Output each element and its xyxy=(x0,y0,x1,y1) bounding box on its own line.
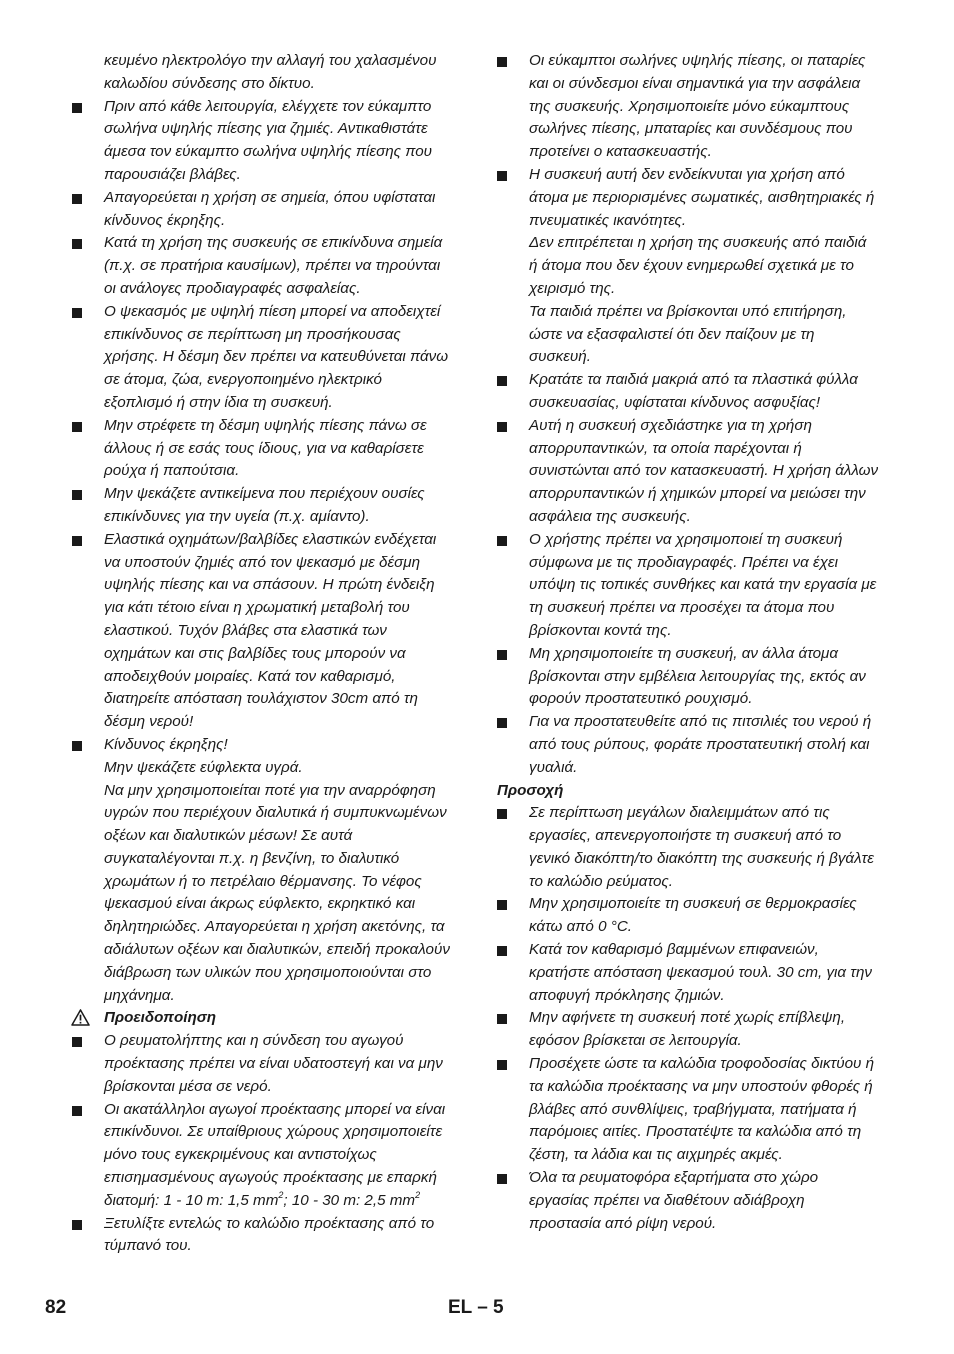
paragraph-text: Πριν από κάθε λειτουργία, ελέγχετε τον εύκαμπτο σωλήνα υψηλής πίεσης για ζημιές. Αντικαθιστάτε άμεσα τον εύκαμπτο σωλήνα υψηλής πίεσης που παρουσιάζει βλάβες. xyxy=(104,97,433,183)
square-bullet-icon xyxy=(72,490,82,500)
paragraph-text: Ο ψεκασμός με υψηλή πίεση μπορεί να αποδειχτεί επικίνδυνος σε περίπτωση μη προσήκουσας χρήσης. Η δέσμη δεν πρέπει να κατευθύνεται πάνω σε άτομα, ζώα, ενεργοποιημένο ηλεκτρικό εξοπλισμό ή στην ίδια τη συσκευή. xyxy=(104,302,449,411)
square-bullet-icon xyxy=(497,422,507,432)
paragraph-text: Ελαστικά οχημάτων/βαλβίδες ελαστικών ενδέχεται να υποστούν ζημιές από τον ψεκασμό με δέσμη υψηλής πίεσης και να σπάσουν. Η πρώτη ένδειξη για κάτι τέτοιο είναι η χρωματική μεταβολή του ελαστικού. Τυχόν βλάβες στα ελαστικά των οχημάτων και στις βαλβίδες τους μπορούν να αποδειχθούν μοιραίες. Κατά τον καθαρισμό, διατηρείτε απόσταση τουλάχιστον 30cm από τη δέσμη νερού! xyxy=(104,530,437,731)
bullet-item xyxy=(72,187,454,233)
page-number: 82 xyxy=(45,1297,67,1318)
paragraph-text: Κατά τον καθαρισμό βαμμένων επιφανειών, κρατήστε απόσταση ψεκασμού τουλ. 30 cm, για την αποφυγή πρόκλησης ζημιών. xyxy=(529,941,872,1004)
bullet-item xyxy=(72,483,454,529)
section-label: EL – 5 xyxy=(448,1297,504,1318)
bullet-item xyxy=(497,415,879,529)
right-column xyxy=(497,50,879,1235)
bullet-item xyxy=(497,1053,879,1167)
bullet-item xyxy=(497,802,879,893)
bullet-item xyxy=(497,939,879,1007)
paragraph-text: Μην ψεκάζετε εύφλεκτα υγρά. xyxy=(104,758,303,776)
paragraph-text: Μην στρέφετε τη δέσμη υψηλής πίεσης πάνω σε άλλους ή σε εσάς τους ίδιους, για να καθαρίσετε ρούχα ή παπούτσια. xyxy=(104,416,427,480)
paragraph-text: Δεν επιτρέπεται η χρήση της συσκευής από παιδιά ή άτομα που δεν έχουν ενημερωθεί σχετικά με το χειρισμό της. xyxy=(529,234,867,297)
paragraph-text: Κρατάτε τα παιδιά μακριά από τα πλαστικά φύλλα συσκευασίας, υφίσταται κίνδυνος ασφυξίας! xyxy=(529,371,858,411)
bullet-item xyxy=(72,415,454,483)
square-bullet-icon xyxy=(497,946,507,956)
square-bullet-icon xyxy=(72,536,82,546)
paragraph-text: Αυτή η συσκευή σχεδιάστηκε για τη χρήση απορρυπαντικών, τα οποία παρέχονται ή συνιστώνται από τον κατασκευαστή. Η χρήση άλλων απορρυπαντικών ή χημικών μπορεί να μειώσει την ασφάλεια της συσκευής. xyxy=(529,416,879,525)
paragraph-text: Προειδοποίηση xyxy=(104,1009,217,1027)
square-bullet-icon xyxy=(72,1106,82,1116)
square-bullet-icon xyxy=(497,809,507,819)
paragraph-text: Να μην χρησιμοποιείται ποτέ για την αναρρόφηση υγρών που περιέχουν διαλυτικά ή συμπυκνωμένων οξέων και διαλυτικών μέσων! Σε αυτά συγκαταλέγονται π.χ. η βενζίνη, το διαλυτικό χρωμάτων ή το πετρέλαιο θέρμανσης. Το νέφος ψεκασμού είναι άκρως εύφλεκτο, εκρηκτικό και δηλητηριώδες. Απαγορεύεται η χρήση ακετόνης, τα αδιάλυτων οξέων και διαλυτικών, επειδή προκαλούν διάβρωση των υλικών που χρησιμοποιούνται στο μηχάνημα. xyxy=(104,781,450,1004)
paragraph-text: Τα παιδιά πρέπει να βρίσκονται υπό επιτήρηση, ώστε να εξασφαλιστεί ότι δεν παίζουν με τη συσκευή. xyxy=(529,302,847,366)
paragraph-text: Μη χρησιμοποιείτε τη συσκευή, αν άλλα άτομα βρίσκονται στην εμβέλεια λειτουργίας της, εκτός αν φορούν προστατευτικό ρουχισμό. xyxy=(529,644,866,708)
bullet-item xyxy=(497,164,879,369)
paragraph-text: Προσοχή xyxy=(497,781,564,799)
square-bullet-icon xyxy=(497,536,507,546)
square-bullet-icon xyxy=(497,376,507,386)
paragraph-text: κευμένο ηλεκτρολόγο την αλλαγή του χαλασμένου καλωδίου σύνδεσης στο δίκτυο. xyxy=(104,52,437,92)
paragraph-text: Μην χρησιμοποιείτε τη συσκευή σε θερμοκρασίες κάτω από 0 °C. xyxy=(529,895,857,936)
bullet-item xyxy=(72,1099,454,1213)
paragraph-text: Η συσκευή αυτή δεν ενδείκνυται για χρήση από άτομα με περιορισμένες σωματικές, αισθητηριακές ή πνευματικές ικανότητες. xyxy=(529,165,875,229)
square-bullet-icon xyxy=(72,194,82,204)
bullet-item xyxy=(72,232,454,300)
paragraph-text: Μην αφήνετε τη συσκευή ποτέ χωρίς επίβλεψη, εφόσον βρίσκεται σε λειτουργία. xyxy=(529,1009,846,1050)
bullet-item xyxy=(497,529,879,643)
superscript: 2 xyxy=(278,1189,284,1200)
square-bullet-icon xyxy=(497,57,507,67)
bullet-item xyxy=(497,50,879,164)
bullet-item xyxy=(497,893,879,939)
paragraph-text: Για να προστατευθείτε από τις πιτσιλιές του νερού ή από τους ρύπους, φοράτε προστατευτική στολή και γυαλιά. xyxy=(529,713,872,776)
bullet-item xyxy=(497,1167,879,1235)
paragraph-text: Απαγορεύεται η χρήση σε σημεία, όπου υφίσταται κίνδυνος έκρηξης. xyxy=(104,188,436,229)
warning-triangle-icon xyxy=(71,1009,90,1026)
warning-heading xyxy=(72,1007,454,1030)
bullet-item xyxy=(497,643,879,711)
paragraph-text xyxy=(104,1099,454,1213)
paragraph-text: Σε περίπτωση μεγάλων διαλειμμάτων από τις εργασίες, απενεργοποιήστε τη συσκευή από το γενικό διακόπτη/το διακόπτη της συσκευής ή βγάλτε το καλώδιο ρεύματος. xyxy=(529,804,874,890)
square-bullet-icon xyxy=(497,1060,507,1070)
bullet-item xyxy=(72,96,454,187)
left-column xyxy=(72,50,454,1258)
square-bullet-icon xyxy=(497,1014,507,1024)
paragraph-text: Οι εύκαμπτοι σωλήνες υψηλής πίεσης, οι παταρίες και οι σύνδεσμοι είναι σημαντικά για την ασφάλεια της συσκευής. Χρησιμοποιείτε μόνο εύκαμπτους σωλήνες πίεσης, μπαταρίες και συνδέσμους που προτείνει ο κατασκευαστής. xyxy=(529,52,866,161)
square-bullet-icon xyxy=(72,1037,82,1047)
superscript: 2 xyxy=(415,1189,421,1200)
square-bullet-icon xyxy=(72,239,82,249)
paragraph-text: Μην ψεκάζετε αντικείμενα που περιέχουν ουσίες επικίνδυνες για την υγεία (π.χ. αμίαντο). xyxy=(104,485,425,525)
square-bullet-icon xyxy=(497,900,507,910)
bullet-item xyxy=(72,1213,454,1259)
square-bullet-icon xyxy=(497,718,507,728)
bullet-item xyxy=(72,529,454,734)
paragraph-text: Όλα τα ρευματοφόρα εξαρτήματα στο χώρο εργασίας πρέπει να διαθέτουν αδιάβροχη προστασία από ρίψη νερού. xyxy=(529,1169,819,1232)
paragraph-text: Ο χρήστης πρέπει να χρησιμοποιεί τη συσκευή σύμφωνα με τις προδιαγραφές. Πρέπει να έχει υπόψη τις τοπικές συνθήκες και κατά την εργασία με τη συσκευή πρέπει να προσέχει τα άτομα που βρίσκονται κοντά της. xyxy=(529,530,877,639)
bullet-item xyxy=(497,369,879,415)
paragraph-text: Κίνδυνος έκρηξης! xyxy=(104,735,228,753)
square-bullet-icon xyxy=(497,650,507,660)
square-bullet-icon xyxy=(497,1174,507,1184)
bullet-item xyxy=(497,1007,879,1053)
paragraph-text: Οι ακατάλληλοι αγωγοί προέκτασης μπορεί να είναι επικίνδυνοι. Σε υπαίθριους χώρους χρησιμοποιείτε μόνο τους εγκεκριμένους και αντιστοίχως επισημασμένους αγωγούς προέκτασης με επαρκή διατομή: 1 - 10 m: 1,5 mm xyxy=(104,1100,446,1209)
continuation-text xyxy=(72,50,454,96)
square-bullet-icon xyxy=(497,171,507,181)
bullet-item xyxy=(72,301,454,415)
square-bullet-icon xyxy=(72,422,82,432)
bullet-item xyxy=(497,711,879,779)
square-bullet-icon xyxy=(72,308,82,318)
paragraph-text: Ο ρευματολήπτης και η σύνδεση του αγωγού προέκτασης πρέπει να είναι υδατοστεγή και να μην βρίσκονται μέσα σε νερό. xyxy=(104,1032,443,1095)
paragraph-text: ; 10 - 30 m: 2,5 mm xyxy=(283,1191,416,1209)
square-bullet-icon xyxy=(72,741,82,751)
square-bullet-icon xyxy=(72,1220,82,1230)
paragraph-text: Κατά τη χρήση της συσκευής σε επικίνδυνα σημεία (π.χ. σε πρατήρια καυσίμων), πρέπει να τηρούνται οι ανάλογες προδιαγραφές ασφαλείας. xyxy=(104,234,443,297)
section-heading xyxy=(497,780,879,803)
bullet-item xyxy=(72,1030,454,1098)
paragraph-text: Προσέχετε ώστε τα καλώδια τροφοδοσίας δικτύου ή τα καλώδια προέκτασης να μην υποστούν φθορές ή βλάβες από συνθλίψεις, τραβήγματα, πατήματα ή παρόμοιες αιτίες. Προστατέψτε τα καλώδια από τη ζέστη, τα λάδια και τις αιχμηρές ακμές. xyxy=(529,1055,875,1164)
bullet-item xyxy=(72,734,454,1008)
square-bullet-icon xyxy=(72,103,82,113)
paragraph-text: Ξετυλίξτε εντελώς το καλώδιο προέκτασης από το τύμπανό του. xyxy=(104,1214,435,1255)
